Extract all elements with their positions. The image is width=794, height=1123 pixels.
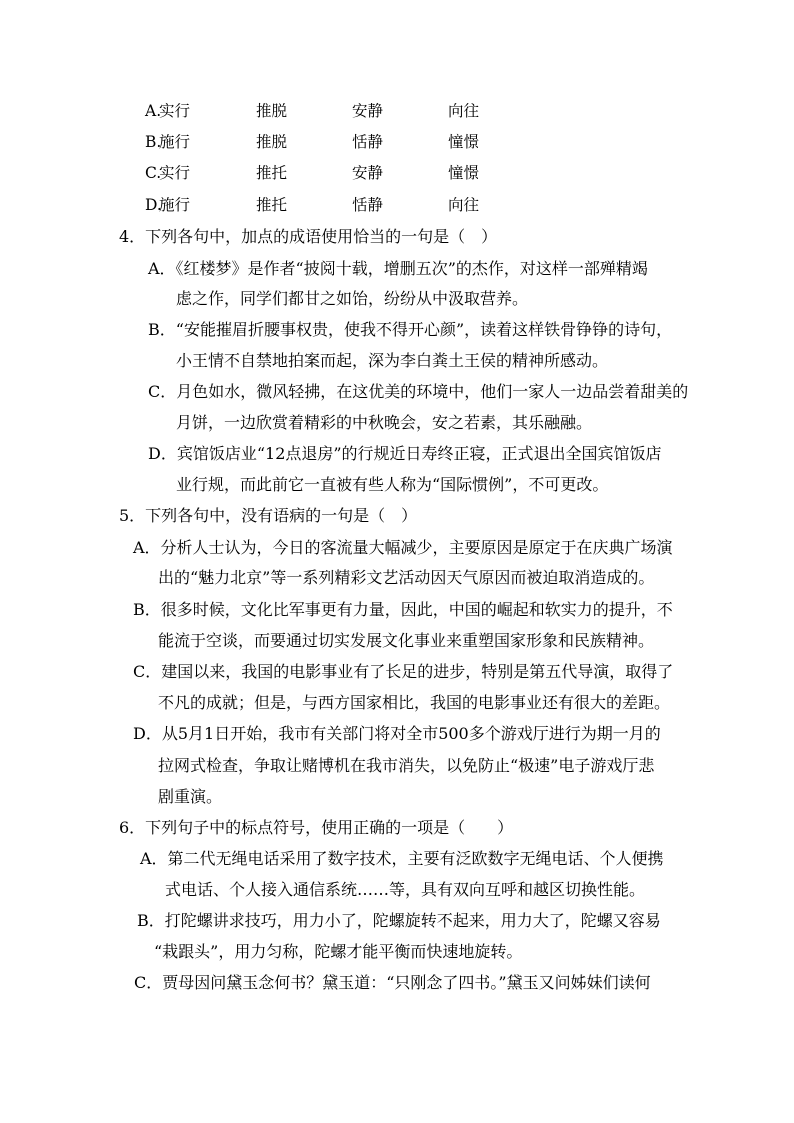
q5-option-d-line3: 剧重演。 — [158, 787, 223, 806]
q4-option-d-line2: 业行规，而此前它一直被有些人称为“国际惯例”，不可更改。 — [176, 475, 609, 494]
q6-option-b-line2: “栽跟头”，用力匀称，陀螺才能平衡而快速地旋转。 — [154, 942, 523, 961]
word-1: 实行 — [159, 164, 191, 182]
q6-option-c-line1: C．贾母因问黛玉念何书？黛玉道：“只刚念了四书。”黛玉又问姊妹们读何 — [134, 973, 651, 992]
q6-option-a-line1: A．第二代无绳电话采用了数字技术，主要有泛欧数字无绳电话、个人便携 — [140, 849, 664, 868]
word-3: 安静 — [352, 102, 384, 120]
q5-option-b-line2: 能流于空谈，而要通过切实发展文化事业来重塑国家形象和民族精神。 — [158, 631, 655, 650]
q6-stem: 6．下列句子中的标点符号，使用正确的一项是（ ） — [119, 818, 514, 837]
word-2: 推托 — [256, 196, 288, 214]
q4-option-c-line1: C．月色如水，微风轻拂，在这优美的环境中，他们一家人一边品尝着甜美的 — [148, 382, 689, 401]
option-letter: B. — [145, 133, 162, 151]
word-2: 推脱 — [256, 102, 288, 120]
option-letter: C. — [145, 164, 162, 182]
word-2: 推托 — [256, 164, 288, 182]
q5-option-a-line2: 出的“魅力北京”等一系列精彩文艺活动因天气原因而被迫取消造成的。 — [158, 568, 655, 587]
q6-option-b-line1: B．打陀螺讲求技巧，用力小了，陀螺旋转不起来，用力大了，陀螺又容易 — [137, 911, 661, 930]
word-4: 憧憬 — [448, 164, 480, 182]
q5-option-c-line1: C．建国以来，我国的电影事业有了长足的进步，特别是第五代导演，取得了 — [133, 662, 674, 681]
word-4: 向往 — [448, 196, 480, 214]
q5-option-c-line2: 不凡的成就；但是，与西方国家相比，我国的电影事业还有很大的差距。 — [158, 693, 671, 712]
word-4: 憧憬 — [448, 133, 480, 151]
q4-option-c-line2: 月饼，一边欣赏着精彩的中秋晚会，安之若素，其乐融融。 — [176, 413, 593, 432]
word-1: 施行 — [159, 196, 191, 214]
q5-option-a-line1: A．分析人士认为，今日的客流量大幅减少，主要原因是原定于在庆典广场演 — [133, 538, 673, 557]
word-3: 恬静 — [352, 133, 384, 151]
option-letter: A. — [145, 102, 162, 120]
word-2: 推脱 — [256, 133, 288, 151]
q5-option-b-line1: B．很多时候，文化比军事更有力量，因此，中国的崛起和软实力的提升，不 — [133, 600, 673, 619]
q5-option-d-line1: D．从5月1日开始，我市有关部门将对全市500多个游戏厅进行为期一月的 — [133, 724, 661, 743]
q5-stem: 5．下列各句中，没有语病的一句是（ ） — [119, 506, 418, 525]
word-1: 实行 — [159, 102, 191, 120]
q4-stem: 4．下列各句中，加点的成语使用恰当的一句是（ ） — [119, 227, 498, 246]
q6-option-a-line2: 式电话、个人接入通信系统……等，具有双向互呼和越区切换性能。 — [165, 880, 646, 899]
q5-option-d-line2: 拉网式检查，争取让赌博机在我市消失，以免防止“极速”电子游戏厅悲 — [158, 756, 655, 775]
word-1: 施行 — [159, 133, 191, 151]
word-4: 向往 — [448, 102, 480, 120]
q4-option-b-line1: B．“安能摧眉折腰事权贵，使我不得开心颜”，读着这样铁骨铮铮的诗句， — [148, 320, 673, 339]
q4-option-a-line2: 虑之作，同学们都甘之如饴，纷纷从中汲取营养。 — [176, 289, 529, 308]
word-3: 安静 — [352, 164, 384, 182]
q4-option-a-line1: A．《红楼梦》是作者“披阅十载，增删五次”的杰作，对这样一部殚精竭 — [148, 259, 648, 278]
word-3: 恬静 — [352, 196, 384, 214]
option-letter: D. — [145, 196, 162, 214]
q4-option-b-line2: 小王情不自禁地拍案而起，深为李白粪土王侯的精神所感动。 — [176, 351, 609, 370]
q4-option-d-line1: D．宾馆饭店业“12点退房”的行规近日寿终正寝，正式退出全国宾馆饭店 — [148, 444, 662, 463]
